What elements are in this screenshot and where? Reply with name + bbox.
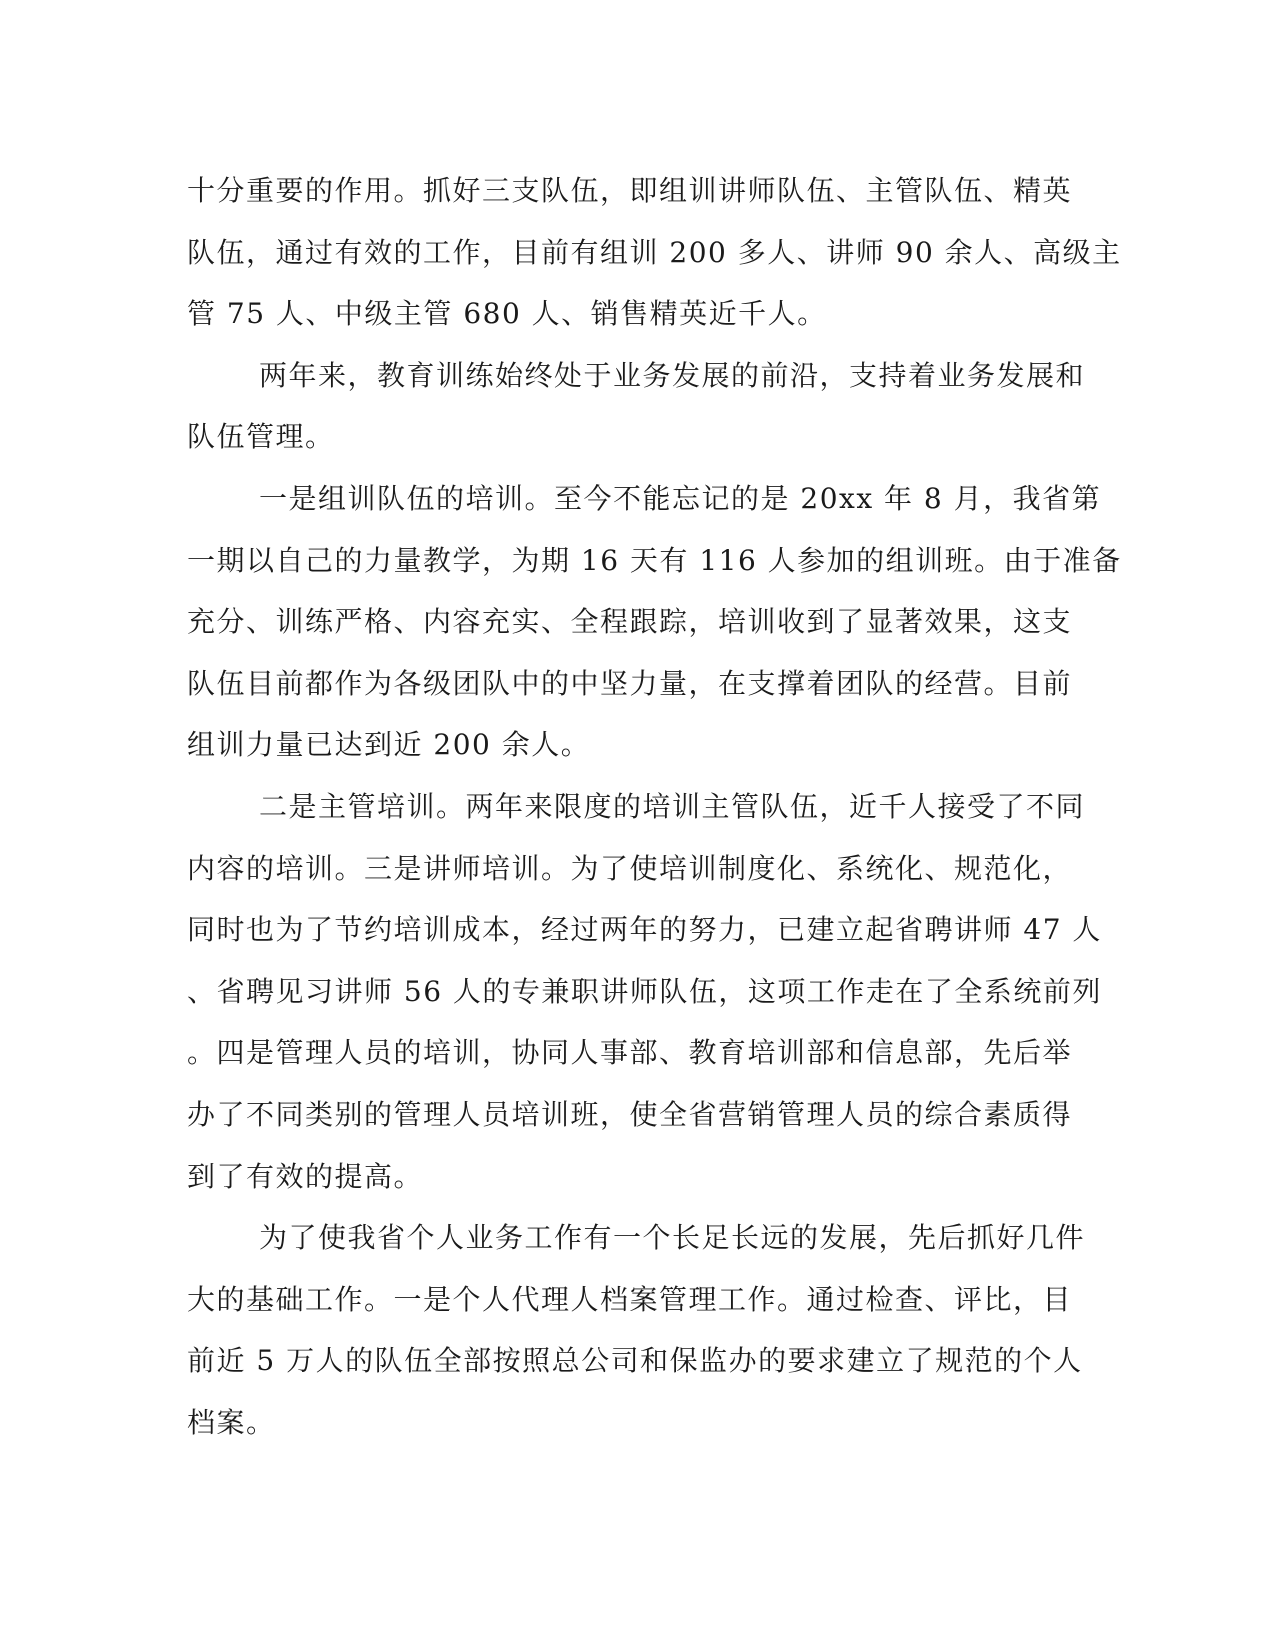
text-line: 同时也为了节约培训成本，经过两年的努力，已建立起省聘讲师 47 人 [187,913,1102,947]
text-line: 、省聘见习讲师 56 人的专兼职讲师队伍，这项工作走在了全系统前列 [187,974,1102,1008]
text-line: 前近 5 万人的队伍全部按照总公司和保监办的要求建立了规范的个人 [187,1344,1083,1378]
document-body [187,160,1122,1453]
text-line: 两年来，教育训练始终处于业务发展的前沿，支持着业务发展和 [259,358,1086,392]
text-line: 一是组训队伍的培训。至今不能忘记的是 20xx 年 8 月，我省第 [259,481,1102,515]
text-line: 二是主管培训。两年来限度的培训主管队伍，近千人接受了不同 [259,789,1086,823]
text-line: 组训力量已达到近 200 余人。 [187,728,591,762]
text-line: 大的基础工作。一是个人代理人档案管理工作。通过检查、评比，目 [187,1282,1073,1316]
text-line: 内容的培训。三是讲师培训。为了使培训制度化、系统化、规范化， [187,851,1073,885]
text-line: 充分、训练严格、内容充实、全程跟踪，培训收到了显著效果，这支 [187,605,1073,639]
text-line: 队伍管理。 [187,420,335,454]
text-line: 为了使我省个人业务工作有一个长足长远的发展，先后抓好几件 [259,1221,1086,1255]
text-line: 办了不同类别的管理人员培训班，使全省营销管理人员的综合素质得 [187,1097,1073,1131]
text-line: 一期以自己的力量教学，为期 16 天有 116 人参加的组训班。由于准备 [187,543,1122,577]
text-line: 管 75 人、中级主管 680 人、销售精英近千人。 [187,297,827,331]
text-line: 档案。 [187,1405,276,1439]
text-line: 十分重要的作用。抓好三支队伍，即组训讲师队伍、主管队伍、精英 [187,174,1073,207]
text-line: 队伍目前都作为各级团队中的中坚力量，在支撑着团队的经营。目前 [187,666,1073,700]
text-line: 到了有效的提高。 [187,1159,424,1193]
text-line: 队伍，通过有效的工作，目前有组训 200 多人、讲师 90 余人、高级主 [187,235,1122,269]
text-line: 。四是管理人员的培训，协同人事部、教育培训部和信息部，先后举 [187,1036,1073,1070]
